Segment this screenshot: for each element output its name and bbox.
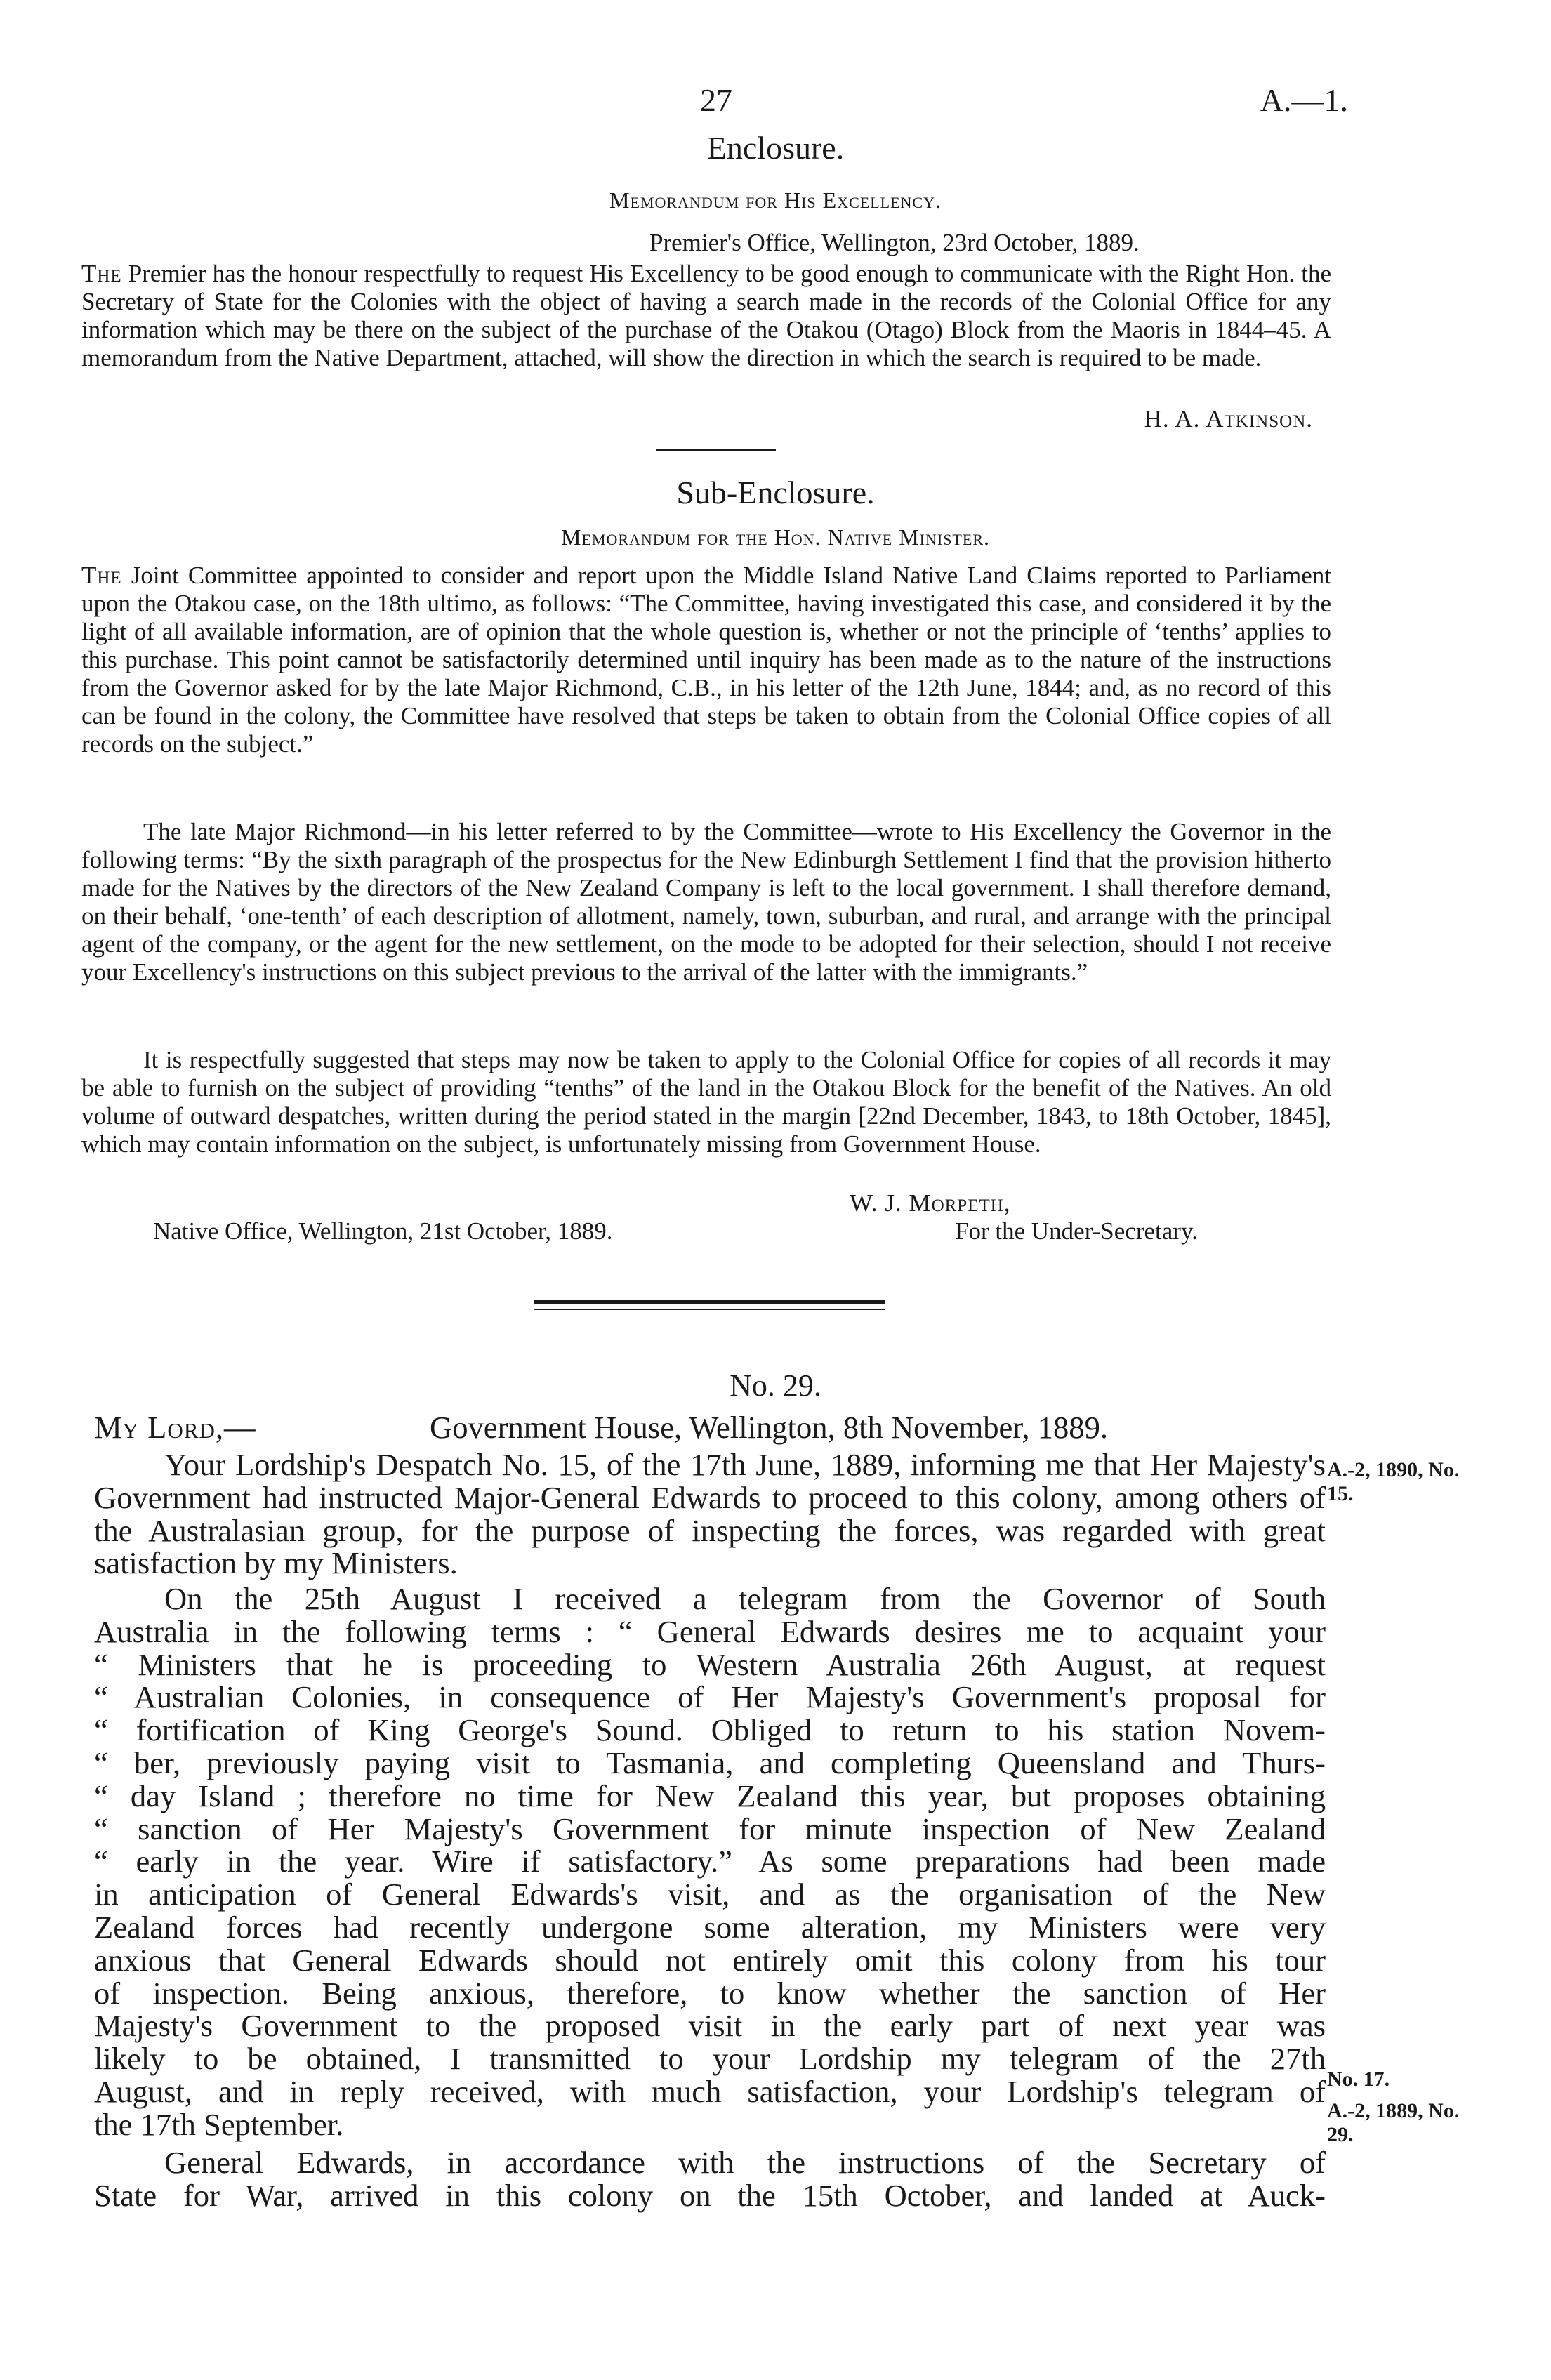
para-2-line: Majesty's Government to the proposed visit in the early part of next year was [94, 2008, 1326, 2044]
para-2-line: Zealand forces had recently undergone some alteration, my Ministers were very [94, 1909, 1326, 1945]
despatch-salutation [94, 1410, 375, 1445]
series-code: A.—1. [1260, 82, 1348, 118]
sub-enclosure-memo-heading: Memorandum for the Hon. Native Minister. [560, 524, 990, 550]
para-2-line: August, and in reply received, with much satisfaction, your Lordship's telegram of [94, 2073, 1326, 2109]
sub-enclosure-title: Sub-Enclosure. [676, 475, 875, 510]
enclosure-signature: H. A. Atkinson. [1144, 405, 1313, 432]
sub-enclosure-signature-name: W. J. Morpeth, [850, 1189, 1011, 1217]
enclosure-body-text: Premier has the honour respectfully to request His Excellency to be good enough to communicate with the Right Hon. the Secretary of State for the Colonies with the object of having a search made in the records of the Colonial Office for any information which may be there on the subject of the purchase of the Otakou (Otago) Block from the Maoris in 1844–45. A memorandum from the Native Department, attached, will show the direction in which the search is required to be made. [81, 260, 1331, 371]
despatch-dateline: Government House, Wellington, 8th November, 1889. [430, 1410, 1109, 1445]
sub-enclosure-para-1-lead: The [81, 562, 122, 589]
para-2-line: Australia in the following terms : “ General Edwards desires me to acquaint your [94, 1613, 1326, 1649]
salutation-text: My Lord,— [94, 1410, 256, 1445]
enclosure-memo-heading: Memorandum for His Excellency. [609, 187, 942, 213]
para-2-line: “ day Island ; therefore no time for New Zealand this year, but proposes obtaining [94, 1778, 1326, 1813]
sub-enclosure-para-2: The late Major Richmond—in his letter referred to by the Committee—wrote to His Excellency the Governor in the following terms: “By the sixth paragraph of the prospectus for the New Edinburgh Settlement I find that the provision hitherto made for the Natives by the directors of the New Zealand Company is left to the local government. I shall therefore demand, on their behalf, ‘one-tenth’ of each description of allotment, namely, town, suburban, and rural, and arrange with the principal agent of the company, or the agent for the new settlement, on the mode to be adopted for their selection, should I not receive your Excellency's instructions on this subject previous to the arrival of the latter with the immigrants.” [81, 818, 1331, 986]
para-2-line: the 17th September. [94, 2106, 344, 2142]
para-2-line: “ Ministers that he is proceeding to Western Australia 26th August, at request [94, 1646, 1326, 1682]
double-rule-bottom [534, 1309, 885, 1310]
double-rule-top [534, 1300, 885, 1304]
sub-enclosure-signature-title: For the Under-Secretary. [955, 1217, 1198, 1245]
para-3-line: State for War, arrived in this colony on the 15th October, and landed at Auck- [94, 2177, 1326, 2213]
para-2-line: “ fortification of King George's Sound. Obliged to return to his station Novem- [94, 1712, 1326, 1748]
para-2-line: “ Australian Colonies, in consequence of Her Majesty's Government's proposal for [94, 1679, 1326, 1715]
para-2-line: “ early in the year. Wire if satisfactory.” As some preparations had been made [94, 1844, 1326, 1879]
para-2-line: in anticipation of General Edwards's visit, and as the organisation of the New [94, 1877, 1326, 1912]
despatch-para-3 [94, 2146, 1326, 2212]
sub-enclosure-para-1 [81, 562, 1331, 758]
enclosure-title: Enclosure. [706, 130, 845, 166]
sub-enclosure-office-dateline: Native Office, Wellington, 21st October, 1889. [153, 1217, 613, 1245]
despatch-para-1: Your Lordship's Despatch No. 15, of the 17th June, 1889, informing me that Her Majesty's Government had instructed Major-General Edwards to proceed to this colony, among others of the Australasian group, for the purpose of inspecting the forces, was regarded with great satisfaction by my Ministers. [94, 1447, 1326, 1581]
page-number: 27 [700, 82, 732, 118]
despatch-number: No. 29. [730, 1368, 821, 1403]
margin-note-1: A.-2, 1890, No. 15. [1327, 1458, 1460, 1505]
para-2-line: likely to be obtained, I transmitted to your Lordship my telegram of the 27th [94, 2041, 1326, 2077]
sub-enclosure-para-3: It is respectfully suggested that steps may now be taken to apply to the Colonial Office for copies of all records it may be able to furnish on the subject of providing “tenths” of the land in the Otakou Block for the benefit of the Natives. An old volume of outward despatches, written during the period stated in the margin [22nd December, 1843, to 18th October, 1845], which may contain information on the subject, is unfortunately missing from Government House. [81, 1046, 1331, 1158]
para-2-line: of inspection. Being anxious, therefore, to know whether the sanction of Her [94, 1975, 1326, 2011]
enclosure-body-lead: The [81, 260, 122, 287]
despatch-para-2 [94, 1582, 1326, 2141]
para-3-line: General Edwards, in accordance with the instructions of the Secretary of [164, 2145, 1326, 2180]
para-2-line: anxious that General Edwards should not entirely omit this colony from his tour [94, 1942, 1326, 1978]
para-2-line: “ sanction of Her Majesty's Government for minute inspection of New Zealand [94, 1811, 1326, 1846]
para-2-line: On the 25th August I received a telegram from the Governor of South [164, 1581, 1326, 1616]
sub-enclosure-para-1-text: Joint Committee appointed to consider and report upon the Middle Island Native Land Claims reported to Parliament upon the Otakou case, on the 18th ultimo, as follows: “The Committee, having investigated this case, and considered it by the light of all available information, are of opinion that the whole question is, whether or not the principle of ‘tenths’ applies to this purchase. This point cannot be satisfactorily determined until inquiry has been made as to the nature of the instructions from the Governor asked for by the late Major Richmond, C.B., in his letter of the 12th June, 1844; and, as no record of this can be found in the colony, the Committee have resolved that steps be taken to obtain from the Colonial Office copies of all records on the subject.” [81, 562, 1331, 758]
enclosure-dateline: Premier's Office, Wellington, 23rd October, 1889. [649, 229, 1140, 256]
section-divider [656, 449, 776, 451]
margin-note-2: No. 17. [1327, 2068, 1390, 2091]
para-2-line: “ ber, previously paying visit to Tasmania, and completing Queensland and Thurs- [94, 1745, 1326, 1780]
enclosure-body [81, 260, 1331, 372]
margin-note-3: A.-2, 1889, No. 29. [1327, 2099, 1460, 2146]
